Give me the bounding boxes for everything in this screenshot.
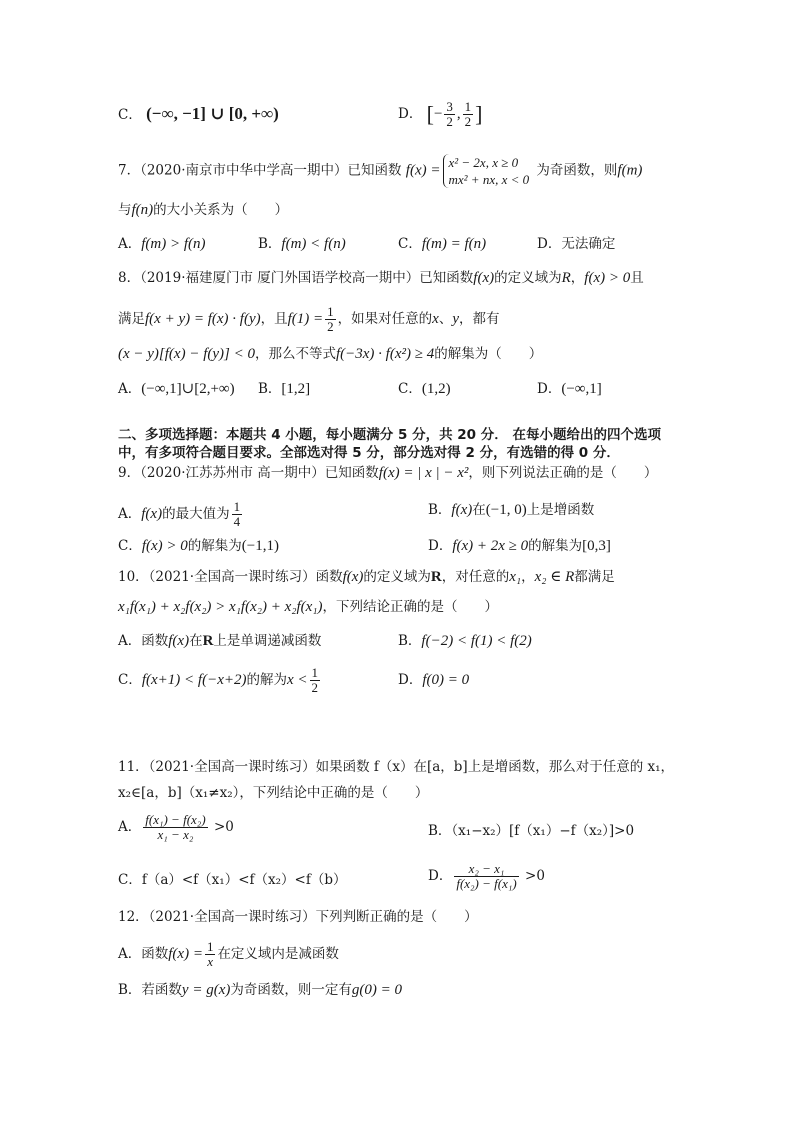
q7-case-2: mx² + nx, x < 0	[448, 172, 530, 187]
q6-frac-2	[463, 100, 474, 129]
q7-option-a[interactable]	[118, 235, 206, 253]
q8-option-b[interactable]	[258, 380, 310, 398]
q12-a-b: 在定义域内是减函数	[217, 946, 339, 962]
q9-option-d[interactable]	[428, 537, 611, 555]
q8-line3-b: 的解集为（ ）	[434, 346, 543, 362]
q9-c-math: f(x) > 0	[141, 538, 188, 554]
q10-option-a[interactable]	[118, 632, 321, 650]
q12-option-b[interactable]	[118, 981, 402, 999]
q8-option-d[interactable]	[537, 380, 602, 398]
q10-b-math: f(−2) < f(1) < f(2)	[421, 633, 532, 649]
q12-a-num: 1	[206, 939, 214, 954]
q9-b-text-b: 上是增函数	[526, 502, 595, 518]
q12-b-a: B．若函数	[118, 982, 182, 998]
q10-x1: x₁	[509, 569, 522, 585]
q11-d-den: f(x₂) − f(x₁)	[456, 876, 517, 891]
q11-d-frac	[454, 862, 518, 891]
q11-d-tail: >0	[525, 868, 545, 884]
q10-c-math: f(x+1) < f(−x+2)	[141, 672, 247, 688]
q8-y: y	[452, 311, 459, 327]
q9-d-text: 的解集为	[528, 538, 583, 554]
q8-c-math: (1,2)	[421, 381, 451, 397]
q11-a-frac	[143, 813, 207, 842]
q10-c-den: 2	[311, 680, 318, 695]
q10-b-label: B．	[398, 633, 422, 649]
q8-line3-math: (x − y)[f(x) − f(y)] < 0	[118, 346, 255, 362]
q11-option-b[interactable]: B．（x₁−x₂）[f（x₁）−f（x₂）]>0	[428, 823, 635, 839]
q8-sep: 、	[438, 311, 453, 327]
q8-fxpos: f(x) > 0	[584, 270, 631, 286]
q8-line2-d: ，都有	[458, 311, 500, 327]
q9-option-c[interactable]	[118, 537, 279, 555]
q8-line2-a: 满足	[118, 311, 145, 327]
q10-a-f: f(x)	[168, 633, 190, 649]
q9-d-math: f(x) + 2x ≥ 0	[452, 538, 529, 554]
q6-option-c-label: C．	[118, 107, 142, 123]
q12-option-a[interactable]	[118, 940, 339, 969]
q6-comma: ,	[456, 106, 461, 122]
q10-stem-d: ，	[521, 569, 535, 585]
q9-c-set: (−1,1)	[241, 538, 279, 554]
q8-stem-a: 8．（2019·福建厦门市 厦门外国语学校高一期中）已知函数	[118, 270, 474, 286]
q10-stem-a: 10．（2021·全国高一课时练习）函数	[118, 569, 343, 585]
q6-option-d-lbracket: [	[426, 101, 434, 127]
q12-a-a: A．函数	[118, 946, 169, 962]
q10-stem-e: 都满足	[574, 569, 615, 585]
q6-option-c-math: (−∞, −1] ∪ [0, +∞)	[146, 104, 279, 123]
q11-option-d[interactable]	[428, 862, 545, 891]
q9-option-b[interactable]	[428, 501, 594, 519]
q9-a-text: 的最大值为	[162, 506, 230, 522]
q7-c-label: C．	[398, 236, 422, 252]
q7-b-label: B．	[258, 236, 282, 252]
q8-f1: f(1) =	[287, 311, 324, 327]
q10-d-label: D．	[398, 672, 423, 688]
q6-option-d[interactable]	[398, 100, 483, 129]
q10-option-c[interactable]	[118, 666, 322, 695]
q7-stem-line2	[118, 201, 288, 219]
q8-ineq: f(−3x) · f(x²) ≥ 4	[335, 346, 435, 362]
q9-a-f: f(x)	[141, 506, 163, 522]
q7-option-c[interactable]	[398, 235, 486, 253]
q10-c-frac	[310, 666, 321, 695]
q8-half	[325, 305, 336, 334]
q7-fx-eq: f(x) =	[405, 162, 441, 179]
q7-piecewise	[443, 154, 529, 188]
q6-frac-2-num: 1	[464, 99, 472, 114]
q8-stem-d: 且	[630, 270, 644, 286]
q10-a-c: 上是单调递减函数	[213, 633, 322, 649]
q10-x2-in-r: x₂ ∈ R	[534, 569, 575, 585]
q9-c-text: 的解集为	[187, 538, 242, 554]
q7-line2-a: 与	[118, 202, 132, 218]
q9-stem-a: 9．（2020·江苏苏州市 高一期中）已知函数	[118, 465, 379, 481]
q9-stem-b: ，则下列说法正确的是（ ）	[468, 465, 658, 481]
q11-stem-line2: x₂∈[a，b]（x₁≠x₂），下列结论中正确的是（ ）	[118, 785, 429, 801]
q8-a-label: A．	[118, 381, 142, 397]
q8-line3-a: ，那么不等式	[254, 346, 336, 362]
q12-stem: 12．（2021·全国高一课时练习）下列判断正确的是（ ）	[118, 909, 478, 925]
q11-d-num: x₂ − x₁	[454, 862, 518, 877]
q10-line2-b: ，下列结论正确的是（ ）	[322, 599, 498, 615]
q8-stem-line2	[118, 305, 499, 334]
q7-d-label: D．无法确定	[537, 236, 616, 252]
q9-stem	[118, 464, 657, 482]
q7-c-math: f(m) = f(n)	[421, 236, 487, 252]
q7-fn: f(n)	[131, 202, 154, 218]
q7-stem	[118, 154, 642, 188]
q7-b-math: f(m) < f(n)	[281, 236, 346, 252]
q7-stem-b: 为奇函数，则	[536, 162, 618, 179]
q6-option-c[interactable]	[118, 105, 279, 124]
q6-frac-1-den: 2	[446, 114, 453, 129]
q10-line2-math: x₁f(x₁) + x₂f(x₂) > x₁f(x₂) + x₂f(x₁)	[118, 599, 323, 615]
q8-c-label: C．	[398, 381, 422, 397]
q8-stem-line3	[118, 345, 542, 363]
q12-b-math: y = g(x)	[181, 982, 231, 998]
q6-minus: −	[433, 106, 443, 122]
q10-c-num: 1	[311, 665, 318, 680]
section-2-heading-line2: 中，有多项符合题目要求。全部选对得 5 分，部分选对得 2 分，有选错的得 0 分．	[118, 445, 620, 461]
q8-half-num: 1	[327, 304, 334, 319]
q8-fx: f(x)	[473, 270, 495, 286]
q8-stem	[118, 269, 644, 287]
q12-b-b: 为奇函数，则一定有	[230, 982, 352, 998]
q8-line2-c: ，如果对任意的	[337, 311, 433, 327]
q9-b-f: f(x)	[451, 502, 473, 518]
q12-a-f: f(x) =	[168, 946, 203, 962]
q10-stem-b: 的定义域为	[363, 569, 431, 585]
q9-d-label: D．	[428, 538, 453, 554]
q12-a-frac	[205, 940, 216, 969]
q10-a-label: A．函数	[118, 633, 169, 649]
q9-option-a[interactable]	[118, 500, 244, 529]
q10-c-x: x <	[286, 672, 308, 688]
q9-fdef: f(x) = | x | − x²	[378, 465, 469, 481]
q6-frac-1-num: 3	[446, 99, 453, 114]
q9-a-label: A．	[118, 506, 142, 522]
q11-a-tail: >0	[213, 819, 234, 835]
q9-a-num: 1	[233, 499, 241, 514]
q8-d-label: D．	[537, 381, 562, 397]
q9-b-label: B．	[428, 502, 452, 518]
q11-a-den: x₁ − x₂	[157, 827, 194, 842]
q10-option-b[interactable]	[398, 632, 532, 650]
q6-option-d-rbracket: ]	[475, 101, 483, 127]
q8-b-label: B．	[258, 381, 282, 397]
q8-r: R	[561, 270, 571, 286]
q10-stem-line2	[118, 598, 498, 616]
q6-frac-1	[444, 100, 455, 129]
q7-stem-a: 7．（2020·南京市中华中学高一期中）已知函数	[118, 162, 402, 179]
q8-func-eq: f(x + y) = f(x) · f(y)	[145, 311, 261, 327]
q10-option-d[interactable]	[398, 671, 469, 689]
q10-stem-c: ，对任意的	[441, 569, 510, 585]
q9-a-frac	[232, 500, 243, 529]
q10-c-text: 的解为	[246, 672, 287, 688]
q10-a-r: R	[202, 633, 214, 649]
q10-r: R	[430, 569, 442, 585]
section-2-heading-line1: 二、多项选择题：本题共 4 小题，每小题满分 5 分，共 20 分． 在每小题给出的四个选项	[118, 427, 661, 443]
q6-option-d-label: D．	[398, 106, 423, 122]
q9-b-text-a: 在	[472, 502, 486, 518]
q6-frac-2-den: 2	[464, 114, 472, 129]
q9-b-int: (−1, 0)	[485, 502, 527, 518]
q10-d-math: f(0) = 0	[422, 672, 470, 688]
q8-option-c[interactable]	[398, 380, 451, 398]
q11-a-num: f(x₁) − f(x₂)	[145, 812, 206, 827]
q11-d-label: D．	[428, 868, 453, 884]
q12-b-math2: g(0) = 0	[351, 982, 402, 998]
q11-option-c[interactable]: C．f（a）<f（x₁）<f（x₂）<f（b）	[118, 872, 347, 888]
q11-stem-line1: 11．（2021·全国高一课时练习）如果函数 f（x）在[a，b]上是增函数，那么对于任意的 x₁，	[118, 759, 675, 775]
q8-x: x	[432, 311, 439, 327]
q10-c-label: C．	[118, 672, 142, 688]
q7-a-label: A．	[118, 236, 142, 252]
q10-stem	[118, 568, 615, 586]
q8-option-a[interactable]	[118, 380, 235, 398]
q8-a-math: (−∞,1]∪[2,+∞)	[141, 381, 235, 397]
q7-fm: f(m)	[617, 162, 643, 179]
q8-d-math: (−∞,1]	[561, 381, 602, 397]
q10-a-b: 在	[189, 633, 203, 649]
q8-line2-b: ，且	[260, 311, 288, 327]
q9-d-set: [0,3]	[582, 538, 611, 554]
q7-a-math: f(m) > f(n)	[141, 236, 206, 252]
q8-stem-c: ，	[570, 270, 585, 286]
q12-a-den: x	[207, 954, 214, 969]
q8-b-math: [1,2]	[281, 381, 311, 397]
q9-c-label: C．	[118, 538, 142, 554]
q8-half-den: 2	[327, 319, 334, 334]
q7-option-d[interactable]	[537, 235, 615, 253]
q11-a-label: A．	[118, 819, 142, 835]
q7-case-1: x² − 2x, x ≥ 0	[448, 155, 519, 170]
q10-fx: f(x)	[342, 569, 364, 585]
q8-stem-b: 的定义域为	[494, 270, 562, 286]
q7-line2-b: 的大小关系为（ ）	[153, 202, 289, 218]
q9-a-den: 4	[233, 514, 241, 529]
q11-option-a[interactable]	[118, 813, 234, 842]
q7-option-b[interactable]	[258, 235, 346, 253]
